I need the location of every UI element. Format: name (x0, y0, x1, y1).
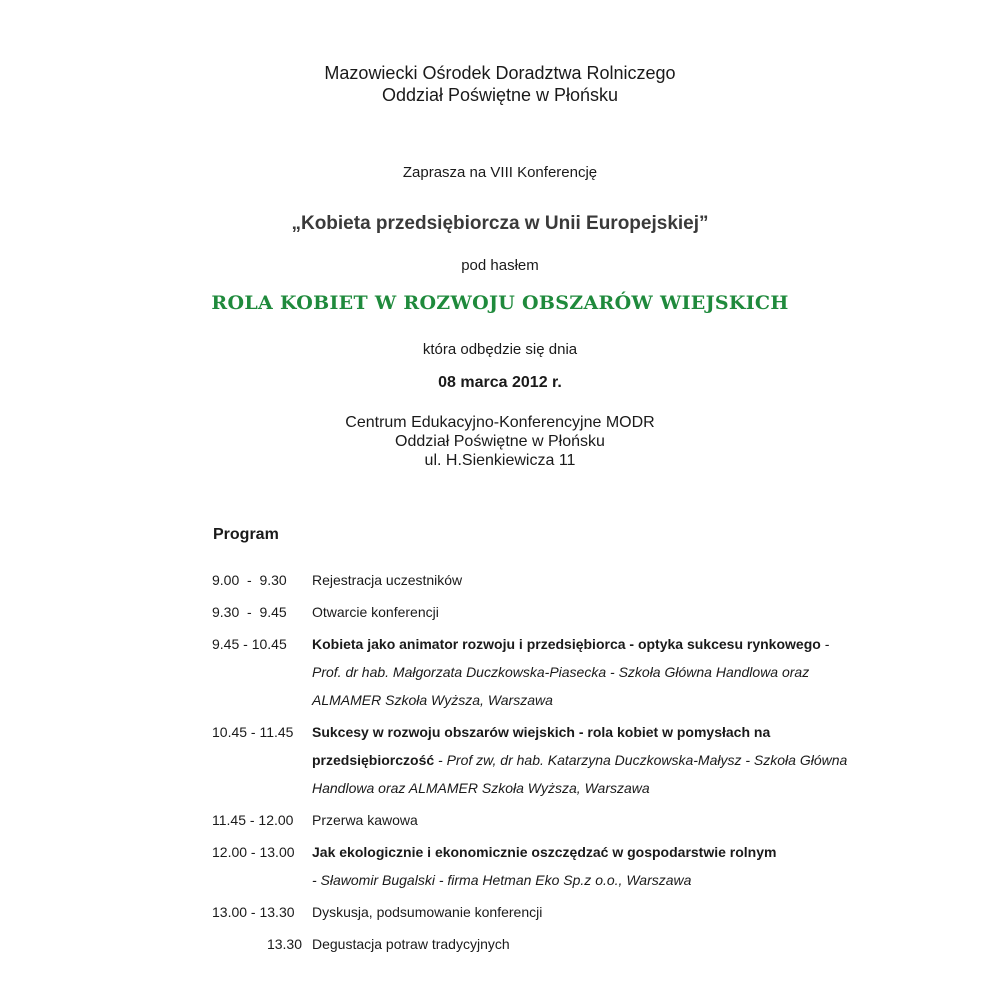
program-item-description (312, 930, 852, 958)
program-item-title: Przerwa kawowa (312, 812, 418, 828)
program-item-title: Sukcesy w rozwoju obszarów wiejskich - rola kobiet w pomysłach na przedsiębiorczość (312, 724, 771, 768)
date-intro: która odbędzie się dnia (422, 341, 578, 358)
program-item-title: Jak ekologicznie i ekonomicznie oszczędzać w gospodarstwie rolnym (312, 844, 777, 860)
program-item (212, 630, 852, 714)
program-item-speaker: - Prof zw, dr hab. Katarzyna Duczkowska-Małysz - Szkoła Główna Handlowa oraz ALMAMER Szkoła Wyższa, Warszawa (312, 752, 848, 796)
venue-line-1: Centrum Edukacyjno-Konferencyjne MODR (345, 414, 655, 431)
program-item-time: 10.45 - 11.45 (212, 724, 294, 740)
program-item-title: Degustacja potraw tradycyjnych (312, 936, 510, 952)
program-item-speaker: - Prof. dr hab. Małgorzata Duczkowska-Piasecka - Szkoła Główna Handlowa oraz ALMAMER Szkoła Wyższa, Warszawa (312, 636, 830, 708)
program-item-description (312, 598, 852, 626)
event-date: 08 marca 2012 r. (438, 374, 562, 391)
program-item-time: 9.30 - 9.45 (212, 604, 287, 620)
program-item-time: 12.00 - 13.00 (212, 844, 295, 860)
conference-title: „Kobieta przedsiębiorcza w Unii Europejskiej” (291, 213, 709, 234)
headline: ROLA KOBIET W ROZWOJU OBSZARÓW WIEJSKICH (211, 292, 789, 314)
program-item-description (312, 898, 852, 926)
motto-intro: pod hasłem (461, 257, 539, 274)
program-item (212, 898, 852, 926)
program-item-title: Otwarcie konferencji (312, 604, 439, 620)
program-item-description (312, 718, 852, 802)
program-item-description (312, 806, 852, 834)
venue (0, 413, 1000, 470)
program-item (212, 930, 852, 958)
program-item-time: 13.00 - 13.30 (212, 904, 295, 920)
program-item-title: Rejestracja uczestników (312, 572, 463, 588)
program-item (212, 806, 852, 834)
organization-line-2: Oddział Poświętne w Płońsku (381, 85, 619, 105)
program-item-speaker: - Sławomir Bugalski - firma Hetman Eko Sp.z o.o., Warszawa (312, 872, 692, 888)
venue-line-3: ul. H.Sienkiewicza 11 (424, 452, 576, 469)
program-item-title: Dyskusja, podsumowanie konferencji (312, 904, 543, 920)
program-item (212, 566, 852, 594)
organization-line-1: Mazowiecki Ośrodek Doradztwa Rolniczego (324, 63, 676, 83)
venue-line-2: Oddział Poświętne w Płońsku (395, 433, 605, 450)
program-list (212, 566, 852, 962)
program-heading: Program (213, 526, 279, 543)
invitation-text: Zaprasza na VIII Konferencję (402, 164, 598, 181)
program-item (212, 598, 852, 626)
program-item-title: Kobieta jako animator rozwoju i przedsiębiorca - optyka sukcesu rynkowego (312, 636, 821, 652)
organization-name (0, 62, 1000, 106)
program-item-description (312, 630, 852, 714)
program-item-time: 9.00 - 9.30 (212, 572, 287, 588)
program-item-time: 9.45 - 10.45 (212, 636, 287, 652)
program-item (212, 838, 852, 894)
program-item-description (312, 838, 852, 894)
program-item-time: 13.30 (266, 936, 302, 952)
program-item-time: 11.45 - 12.00 (212, 812, 294, 828)
program-item (212, 718, 852, 802)
program-item-description (312, 566, 852, 594)
